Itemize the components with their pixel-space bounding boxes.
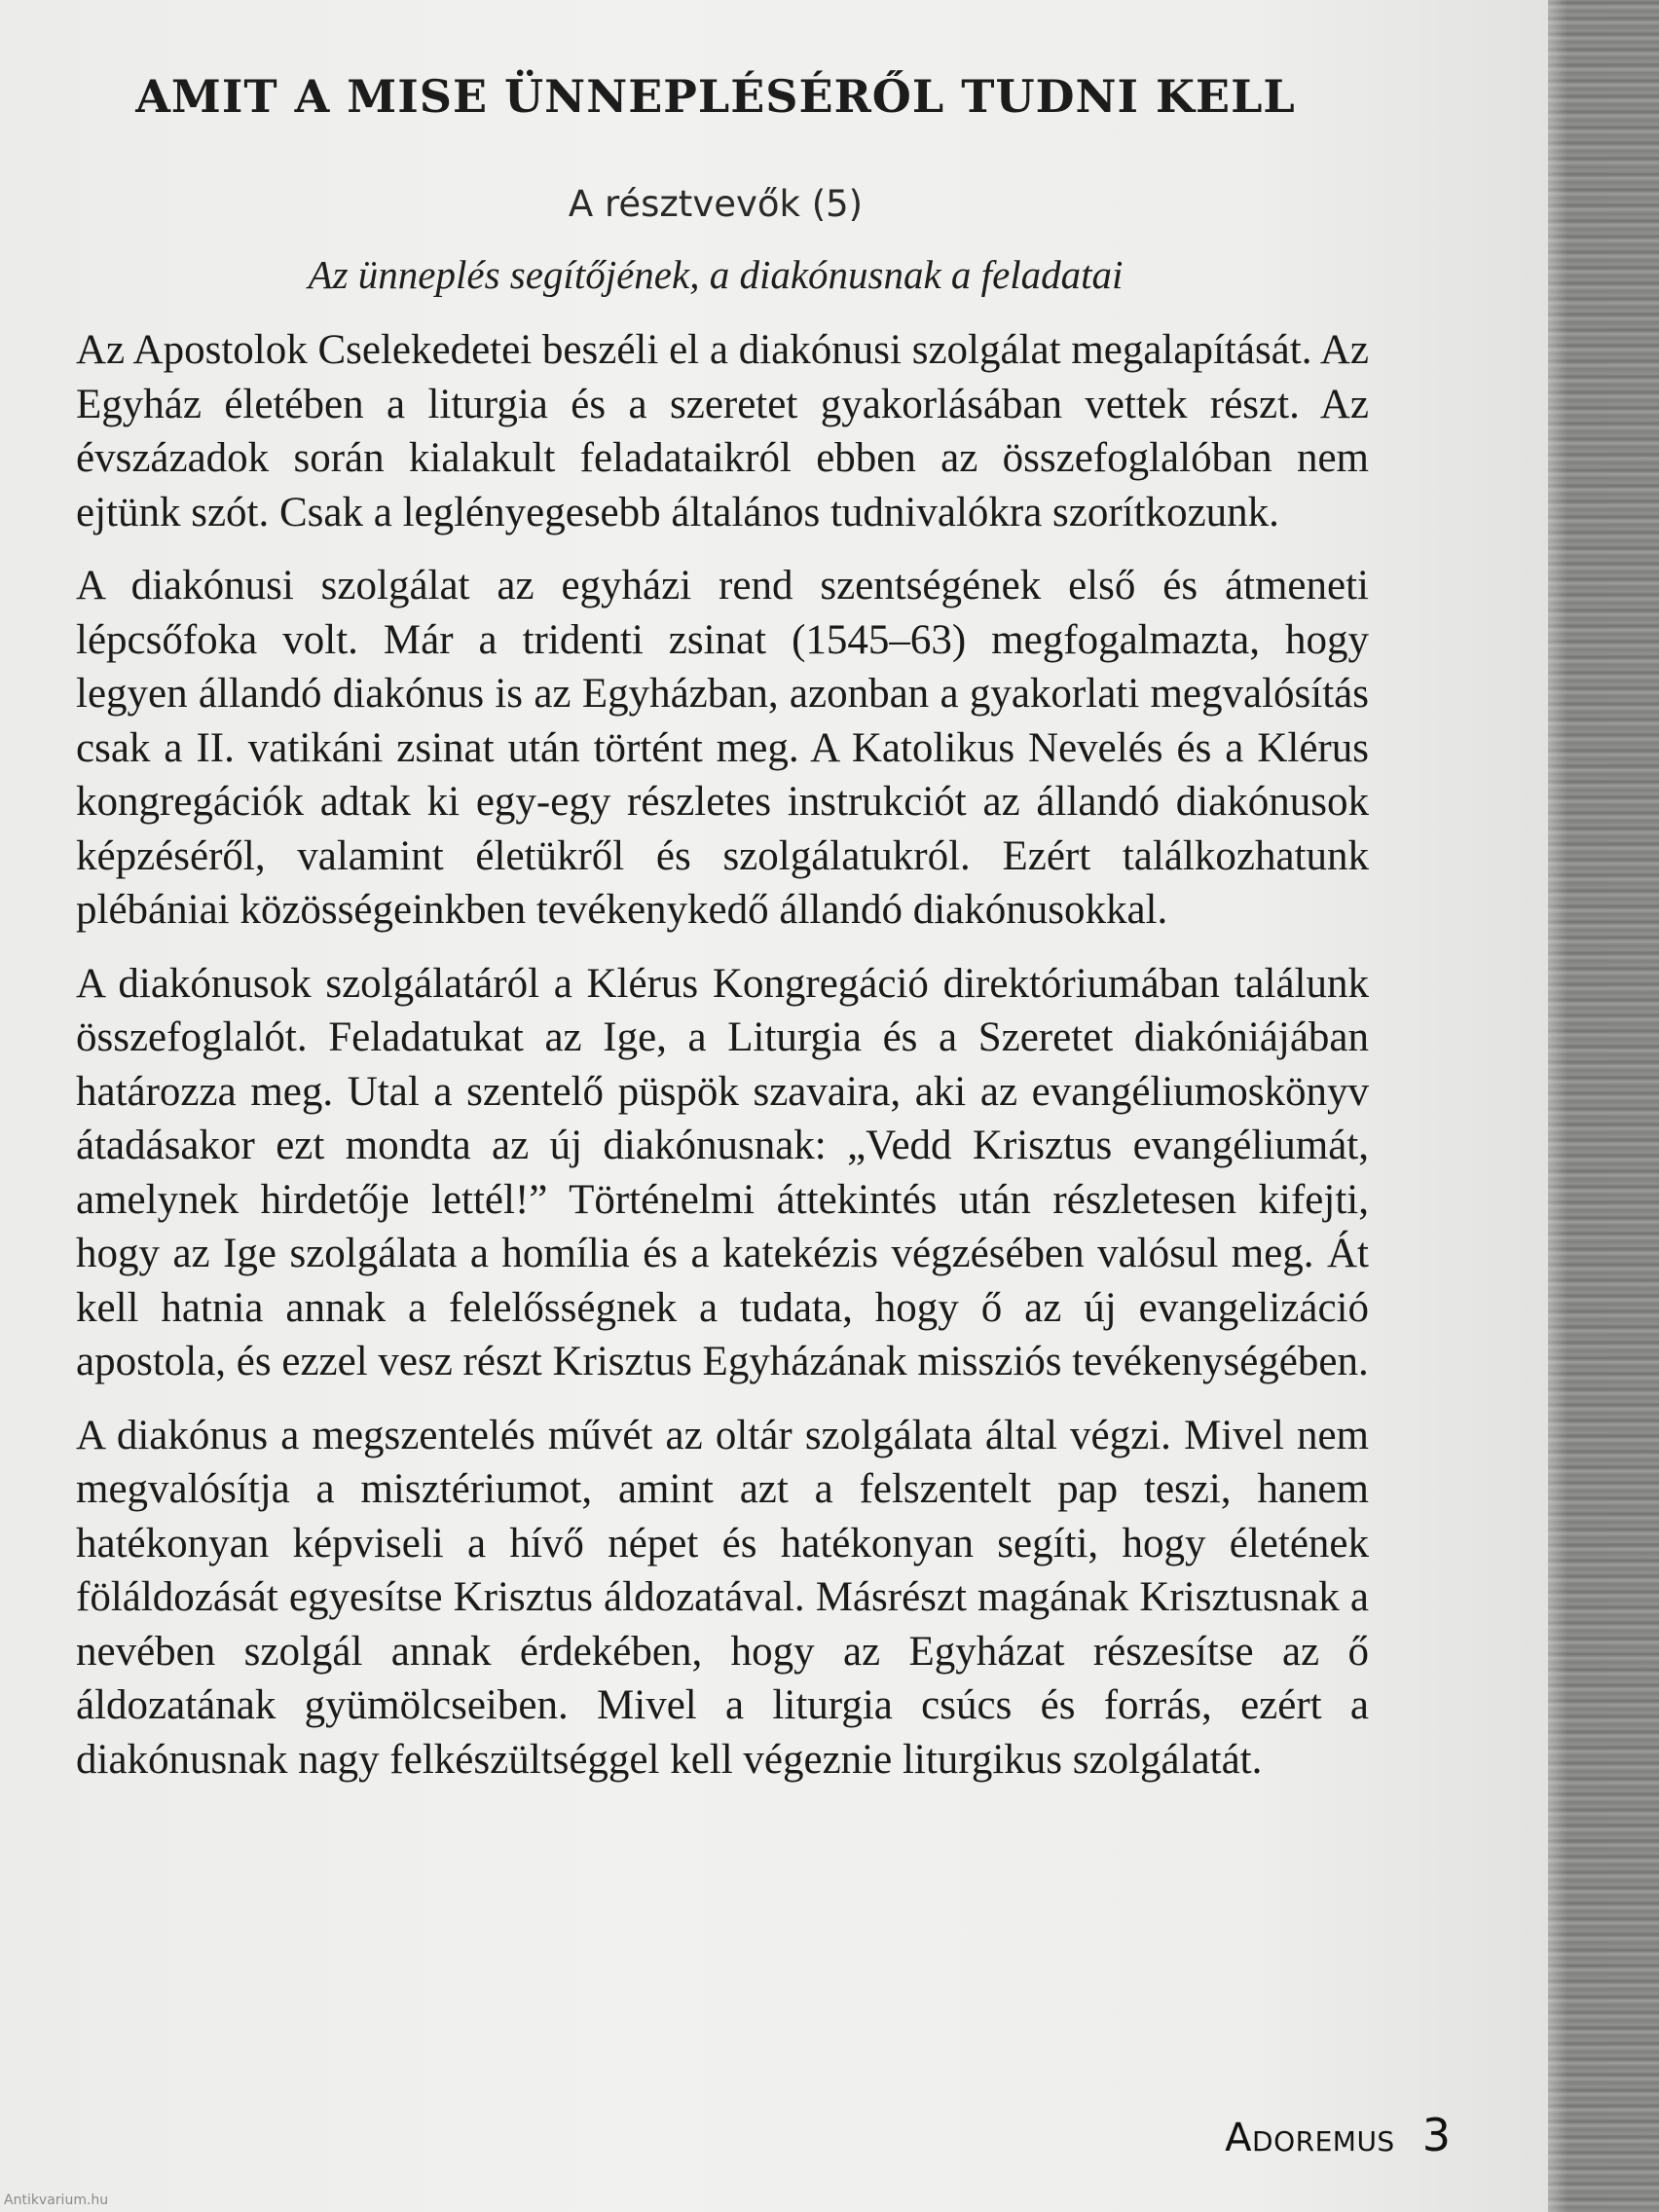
- section-title: Az ünneplés segítőjének, a diakónusnak a feladatai: [308, 252, 1124, 297]
- page-number: 3: [1421, 2109, 1451, 2161]
- article-body: [76, 323, 1369, 1806]
- paragraph-1: Az Apostolok Cselekedetei beszéli el a diakónusi szolgálat megalapítását. Az Egyház életében a liturgia és a szeretet gyakorlásában vettek részt. Az évszázadok során kialakult feladataikról ebben az összefoglalóban nem ejtünk szót. Csak a leglényegesebb általános tudnivalókra szorítkozunk.: [76, 327, 1369, 535]
- paragraph-4: A diakónus a megszentelés művét az oltár szolgálata által végzi. Mivel nem megvalósítja a misztériumot, amint azt a felszentelt pap teszi, hanem hatékonyan képviseli a hívő népet és hatékonyan segíti, hogy életének föláldozását egyesítse Krisztus áldozatával. Másrészt magának Krisztusnak a nevében szolgál annak érdekében, hogy az Egyházat részesítse az ő áldozatának gyümölcseiben. Mivel a liturgia csúcs és forrás, ezért a diakónusnak nagy felkészültséggel kell végeznie liturgikus szolgálatát.: [76, 1412, 1369, 1783]
- watermark: Antikvarium.hu: [4, 2193, 109, 2208]
- paragraph-3: A diakónusok szolgálatáról a Klérus Kongregáció direktóriumában találunk összefoglalót. Feladatukat az Ige, a Liturgia és a Szeretet diakóniájában határozza meg. Utal a szentelő püspök szavaira, aki az evangéliumoskönyv átadásakor ezt mondta az új diakónusnak: „Vedd Krisztus evangéliumát, amelynek hirdetője lettél!” Történelmi áttekintés után részletesen kifejti, hogy az Ige szolgálata a homília és a katekézis végzésében valósul meg. Át kell hatnia annak a felelősségnek a tudata, hogy ő az új evangelizáció apostola, és ezzel vesz részt Krisztus Egyházának missziós tevékenységében.: [76, 960, 1369, 1384]
- page-footer: [1149, 2109, 1451, 2161]
- page-title: AMIT A MISE ÜNNEPLÉSÉRŐL TUDNI KELL: [135, 70, 1296, 123]
- paragraph-2: A diakónusi szolgálat az egyházi rend szentségének első és átmeneti lépcsőfoka volt. Már a tridenti zsinat (1545–63) megfogalmazta, hogy legyen állandó diakónus is az Egyházban, azonban a gyakorlati megvalósítás csak a II. vatikáni zsinat után történt meg. A Katolikus Nevelés és a Klérus kongregációk adtak ki egy-egy részletes instrukciót az állandó diakónusok képzéséről, valamint életükről és szolgálatukról. Ezért találkozhatunk plébániai közösségeinkben tevékenykedő állandó diakónusokkal.: [76, 563, 1369, 933]
- magazine-name: Adoremus: [1225, 2116, 1395, 2160]
- page-subtitle: A résztvevők (5): [568, 183, 864, 225]
- stacked-page-edges: [1548, 0, 1659, 2212]
